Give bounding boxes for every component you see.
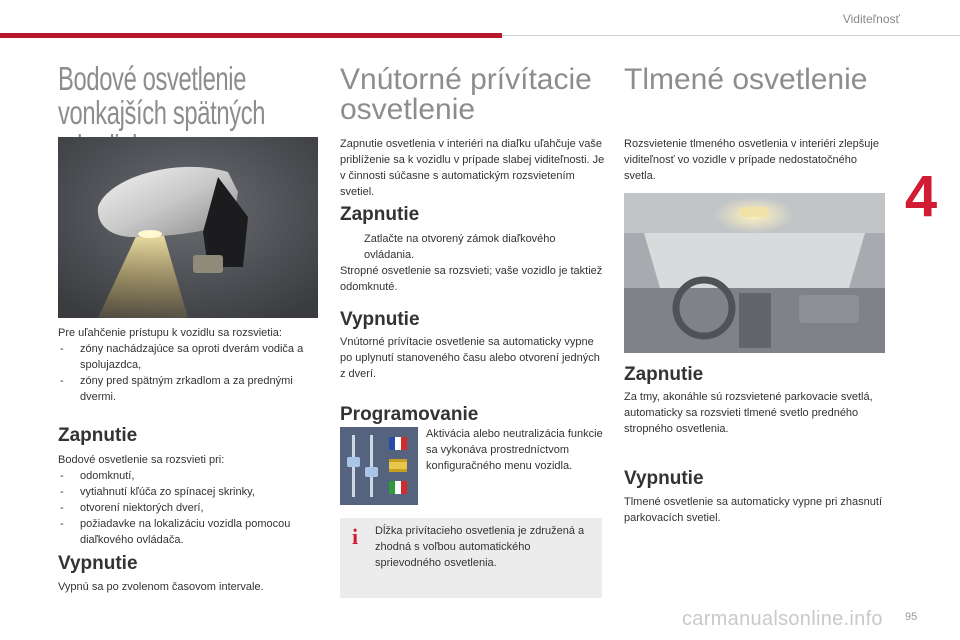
- sliders-flags-icon: [340, 427, 418, 505]
- col2-title: [340, 65, 610, 125]
- list-item: - vytiahnutí kľúča zo spínacej skrinky,: [58, 484, 326, 500]
- col1-intro-block: [58, 325, 326, 405]
- col1-off-heading: Vypnutie: [58, 553, 138, 574]
- interior-lighting-image: [624, 193, 885, 353]
- header-accent-bar: [0, 33, 502, 38]
- col2-on-heading: Zapnutie: [340, 204, 420, 225]
- col1-on-text: Bodové osvetlenie sa rozsvieti pri:: [58, 454, 225, 466]
- info-text: Dĺžka prívítacieho osvetlenia je združená a zhodná s voľbou automatického sprievodného osvetlenia.: [375, 525, 585, 569]
- mirror-illustration: [58, 137, 318, 318]
- col1-on-heading: Zapnutie: [58, 425, 138, 446]
- col3-title: Tlmené osvetlenie: [624, 63, 868, 96]
- col1-on-block: [58, 452, 326, 548]
- col2-off-text: Vnútorné prívítacie osvetlenie sa automaticky vypne po uplynutí stanoveného času alebo otvorení jedných z dverí.: [340, 336, 600, 380]
- mirror-lighting-image: [58, 137, 318, 318]
- col3-intro: Rozsvietenie tlmeného osvetlenia v interiéri zlepšuje viditeľnosť vo vozidle v prípade nedostatočného svetla.: [624, 138, 879, 182]
- info-icon: i: [352, 524, 359, 549]
- col3-on-heading: Zapnutie: [624, 364, 704, 385]
- col2-on-block: [340, 231, 605, 295]
- col1-off-text: Vypnú sa po zvolenom časovom intervale.: [58, 581, 264, 593]
- col2-off-heading: Vypnutie: [340, 309, 420, 330]
- col2-intro: Zapnutie osvetlenia v interiéri na diaľku uľahčuje vaše priblíženie sa k vozidlu v prípade slabej viditeľnosti. Je v činnosti súčasne s automatickým rozsvietením svetiel.: [340, 138, 605, 198]
- col2-on-bullet-item: [340, 231, 605, 263]
- col2-on-bullet: Zatlačte na otvorený zámok diaľkového ovládania.: [364, 233, 556, 261]
- list-item: - otvorení niektorých dverí,: [58, 500, 326, 516]
- col1-title-line1: Bodové osvetlenie: [58, 60, 247, 97]
- list-item: - zóny nachádzajúce sa oproti dverám vodiča a spolujazdca,: [58, 341, 326, 373]
- col3-off-text: Tlmené osvetlenie sa automaticky vypne pri zhasnutí parkovacích svetiel.: [624, 496, 883, 524]
- col1-intro-list: [58, 341, 326, 405]
- col3-on-text: Za tmy, akonáhle sú rozsvietené parkovacie svetlá, automaticky sa rozsvieti tlmené svetlo predného stropného osvetlenia.: [624, 391, 873, 435]
- col1-title-line2: vonkajších spätných: [58, 94, 266, 131]
- list-item: - zóny pred spätným zrkadlom a za prednými dvermi.: [58, 373, 326, 405]
- col3-off-heading: Vypnutie: [624, 468, 704, 489]
- col2-prog-text: Aktivácia alebo neutralizácia funkcie sa vykonáva prostredníctvom konfiguračného menu vozidla.: [426, 428, 603, 472]
- col2-on-text: Stropné osvetlenie sa rozsvieti; vaše vozidlo je taktiež odomknuté.: [340, 265, 603, 293]
- col1-intro: Pre uľahčenie prístupu k vozidlu sa rozsvietia:: [58, 327, 282, 339]
- page-number: 95: [905, 611, 918, 623]
- col2-title-line1: Vnútorné prívítacie: [340, 63, 592, 96]
- config-menu-icon: [340, 427, 418, 505]
- col2-prog-heading: Programovanie: [340, 404, 479, 425]
- list-item: - odomknutí,: [58, 468, 326, 484]
- header-rule: [502, 35, 960, 36]
- chapter-number: 4: [904, 164, 938, 229]
- col1-on-list: [58, 468, 326, 548]
- cabin-illustration: [624, 193, 885, 353]
- col2-title-line2: osvetlenie: [340, 93, 476, 126]
- watermark: carmanualsonline.info: [682, 608, 883, 630]
- list-item: - požiadavke na lokalizáciu vozidla pomocou diaľkového ovládača.: [58, 516, 326, 548]
- section-label: Viditeľnosť: [842, 12, 900, 26]
